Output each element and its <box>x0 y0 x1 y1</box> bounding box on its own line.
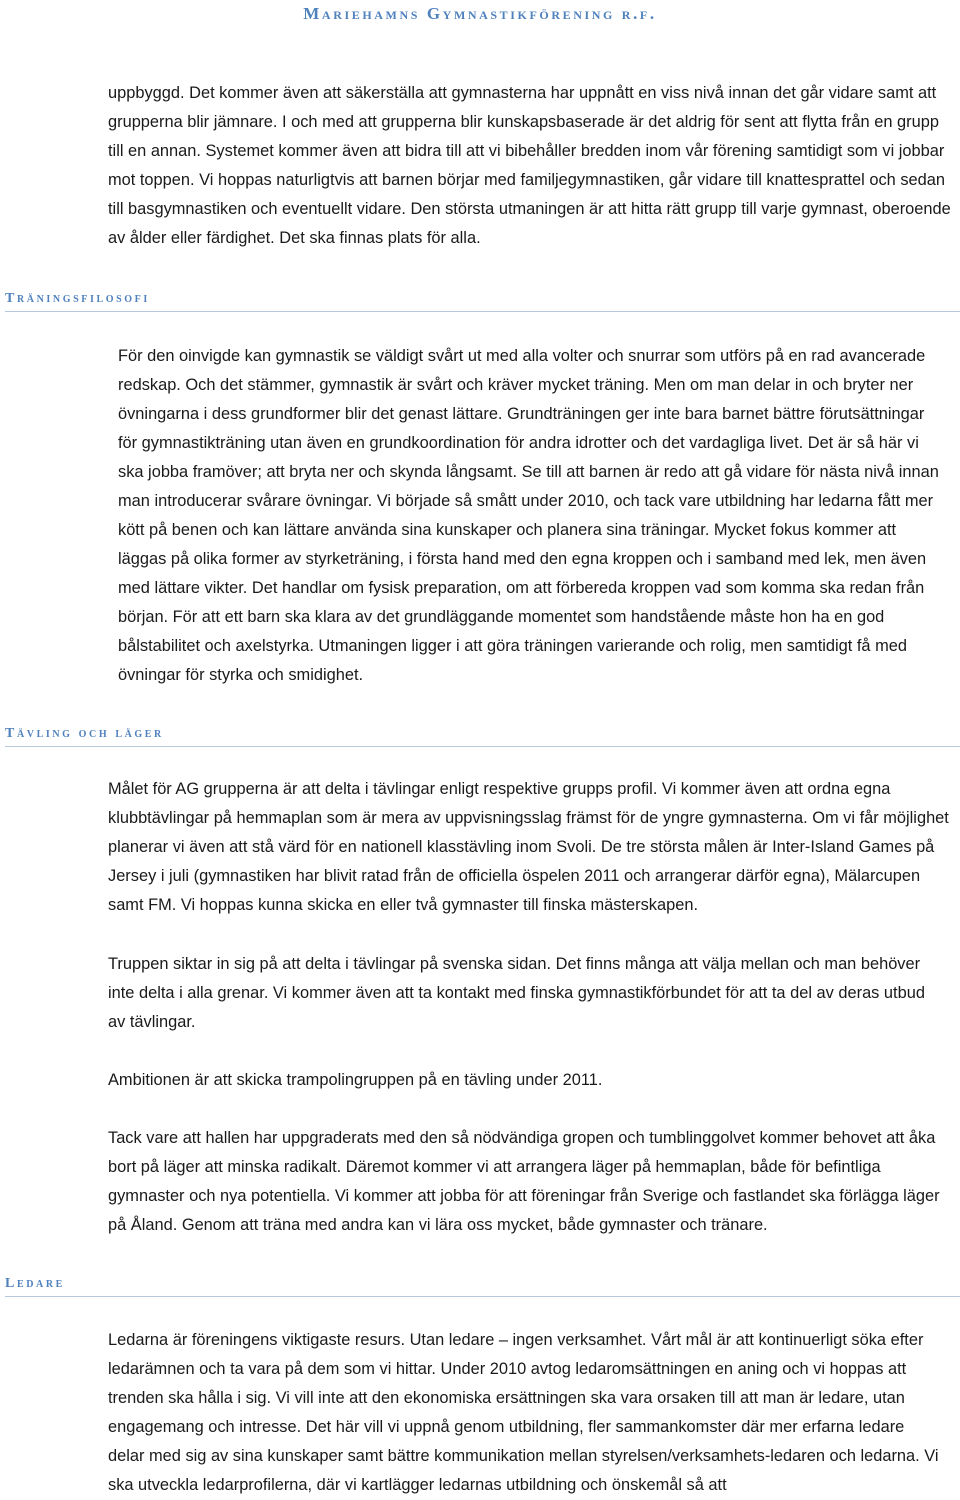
traningsfilosofi-paragraph: För den oinvigde kan gymnastik se väldigt svårt ut med alla volter och snurrar som utförs på en rad avancerade redskap. Och det stämmer, gymnastik är svårt och kräver mycket träning. Men om man delar in och bryter ner övningarna i dess grundformer blir det genast lättare. Grundträningen ger inte bara barnet bättre förutsättningar för gymnastikträning utan även en grundkoordination för andra idrotter och det vardagliga livet. Det är så här vi ska jobba framöver; att bryta ner och skynda långsamt. Se till att barnen är redo att gå vidare för nästa nivå innan man introducerar svårare övningar. Vi började så smått under 2010, och tack vare utbildning har ledarna fått mer kött på benen och kan lättare använda sina kunskaper och planera sina träningar. Mycket fokus kommer att läggas på olika former av styrketräning, i första hand med den egna kroppen och i samband med lek, men även med lättare vikter. Det handlar om fysisk preparation, om att förbereda kroppen vad som komma ska redan från början. För att ett barn ska klara av det grundläggande momentet som handstående måste hon ha en god bålstabilitet och axelstyrka. Utmaningen ligger i att göra träningen varierande och rolig, men samtidigt få med övningar för styrka och smidighet. <box>118 347 939 684</box>
header-title: Mariehamns Gymnastikförening r.f. <box>303 4 657 23</box>
section-title: Träningsfilosofi <box>5 291 150 306</box>
section-title: Tävling och läger <box>5 726 164 741</box>
tavling-paragraph-4: Tack vare att hallen har uppgraderats med den så nödvändiga gropen och tumblinggolvet kommer behovet att åka bort på läger att minska radikalt. Däremot kommer vi att arrangera läger på hemmaplan, både för befintliga gymnaster och nya potentiella. Vi kommer att jobba för att föreningar från Sverige och fastlandet ska förlägga läger på Åland. Genom att träna med andra kan vi lära oss mycket, både gymnaster och tränare. <box>108 1129 940 1234</box>
intro-paragraph: uppbyggd. Det kommer även att säkerställa att gymnasterna har uppnått en viss nivå innan det går vidare samt att grupperna blir jämnare. I och med att grupperna blir kunskapsbaserade är det aldrig för sent att flytta från en grupp till en annan. Systemet kommer även att bidra till att vi bibehåller bredden inom vår förening samtidigt som vi jobbar mot toppen. Vi hoppas naturligtvis att barnen börjar med familjegymnastiken, går vidare till knattesprattel och sedan till basgymnastiken och eventuellt vidare. Den största utmaningen är att hitta rätt grupp till varje gymnast, oberoende av ålder eller färdighet. Det ska finnas plats för alla. <box>108 84 951 247</box>
section-heading-tavling-och-lager <box>5 724 960 747</box>
tavling-paragraph-3: Ambitionen är att skicka trampolingruppen på en tävling under 2011. <box>108 1071 603 1089</box>
section-title: Ledare <box>5 1276 65 1291</box>
section-heading-traningsfilosofi <box>5 289 960 312</box>
tavling-paragraph-2: Truppen siktar in sig på att delta i tävlingar på svenska sidan. Det finns många att välja mellan och man behöver inte delta i alla grenar. Vi kommer även att ta kontakt med finska gymnastikförbundet för att ta del av deras utbud av tävlingar. <box>108 955 925 1031</box>
page-header <box>0 4 960 24</box>
section-heading-ledare <box>5 1274 960 1297</box>
tavling-paragraph-1: Målet för AG grupperna är att delta i tävlingar enligt respektive grupps profil. Vi kommer även att ordna egna klubbtävlingar på hemmaplan som är mera av uppvisningsslag främst för de yngre gymnasterna. Om vi får möjlighet planerar vi även att stå värd för en nationell klasstävling inom Svoli. De tre största målen är Inter-Island Games på Jersey i juli (gymnastiken har blivit ratad från de officiella öspelen 2011 och arrangerar därför egna), Mälarcupen samt FM. Vi hoppas kunna skicka en eller två gymnaster till finska mästerskapen. <box>108 780 949 914</box>
ledare-paragraph: Ledarna är föreningens viktigaste resurs. Utan ledare – ingen verksamhet. Vårt mål är att kontinuerligt söka efter ledarämnen och ta vara på dem som vi hittar. Under 2010 avtog ledaromsättningen en aning och vi hoppas att trenden ska hålla i sig. Vi vill inte att den ekonomiska ersättningen ska vara orsaken till att man är ledare, utan engagemang och intresse. Det här vill vi uppnå genom utbildning, fler sammankomster där mer erfarna ledare delar med sig av sina kunskaper samt bättre kommunikation mellan styrelsen/verksamhets-ledaren och ledarna. Vi ska utveckla ledarprofilerna, där vi kartlägger ledarnas utbildning och önskemål så att <box>108 1331 939 1494</box>
